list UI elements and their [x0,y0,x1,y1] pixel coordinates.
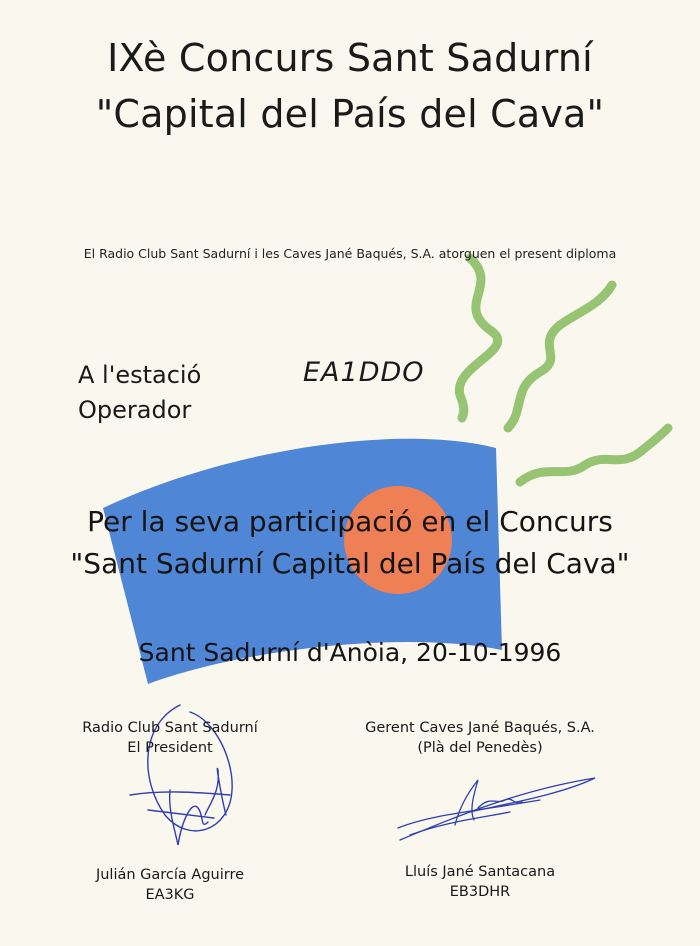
participation-line1: Per la seva participació en el Concurs [87,505,613,538]
station-label: A l'estació [78,361,202,389]
right-signatory-header [340,718,620,758]
right-signatory-role: (Plà del Penedès) [417,740,543,756]
signature-right [398,778,595,840]
place-date: Sant Sadurní d'Anòia, 20-10-1996 [138,638,562,667]
left-signatory-callsign: EA3KG [145,887,195,903]
callsign-value: EA1DDO [303,357,425,388]
left-signatory-org: Radio Club Sant Sadurní [82,720,258,736]
green-wave-2 [508,285,612,428]
certificate-title-line2: "Capital del País del Cava" [95,92,605,136]
left-signatory-role: El President [127,740,213,756]
left-signatory-footer [40,865,300,905]
participation-line2: "Sant Sadurní Capital del País del Cava" [70,547,630,580]
certificate-title-line1: IXè Concurs Sant Sadurní [107,36,593,80]
green-wave-3 [520,428,668,482]
operator-label: Operador [78,396,192,424]
right-signatory-name: Lluís Jané Santacana [404,864,556,880]
right-signatory-callsign: EB3DHR [449,884,511,900]
right-signatory-org: Gerent Caves Jané Baqués, S.A. [365,720,595,736]
right-signatory-footer [340,862,620,902]
green-wave-1 [459,258,497,418]
intro-text: El Radio Club Sant Sadurní i les Caves Jané Baqués, S.A. atorguen el present diploma [83,246,617,261]
left-signatory-header [40,718,300,758]
left-signatory-name: Julián García Aguirre [95,867,245,883]
